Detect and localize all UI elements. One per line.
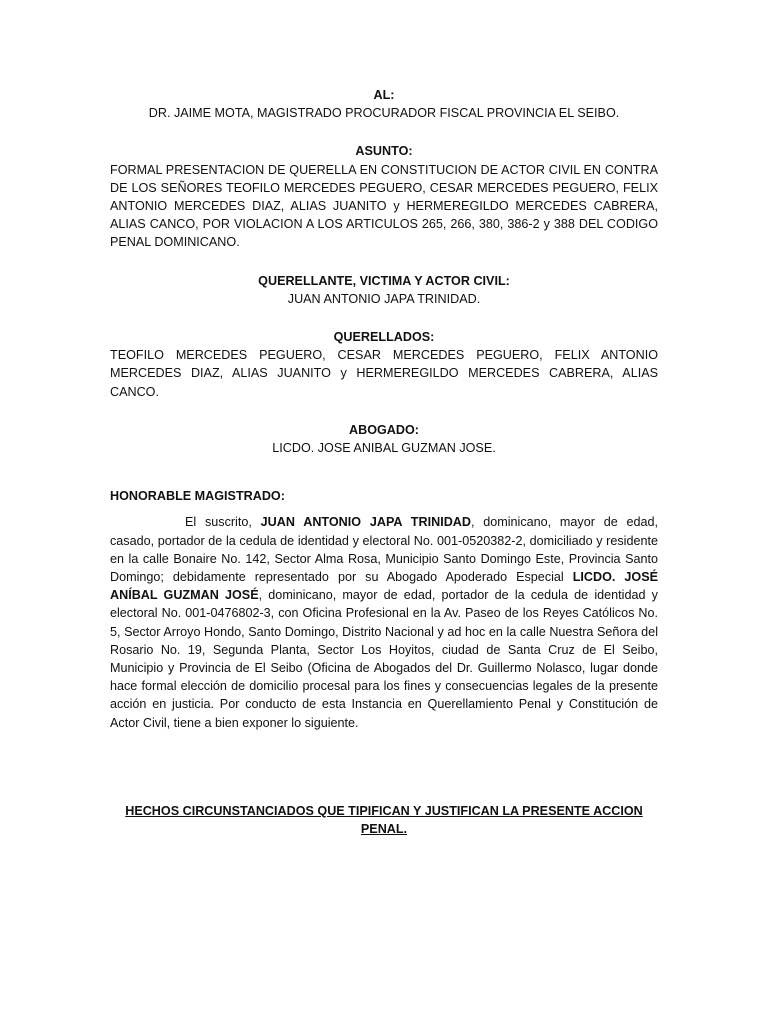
body-text-1: El suscrito, <box>185 515 261 530</box>
asunto-text: FORMAL PRESENTACION DE QUERELLA EN CONSTITUCION DE ACTOR CIVIL EN CONTRA DE LOS SEÑORES TEOFILO MERCEDES PEGUERO, CESAR MERCEDES PEGUERO, FELIX ANTONIO MERCEDES DIAZ, ALIAS JUANITO y HERMEREGILDO MERCEDES CABRERA, ALIAS CANCO, POR VIOLACION A LOS ARTICULOS 265, 266, 380, 386-2 y 388 DEL CODIGO PENAL DOMINICANO. <box>110 162 658 250</box>
querellados-text: TEOFILO MERCEDES PEGUERO, CESAR MERCEDES PEGUERO, FELIX ANTONIO MERCEDES DIAZ, ALIAS JUANITO y HERMEREGILDO MERCEDES CABRERA, ALIAS CANCO. <box>110 348 658 399</box>
abogado-name: LICDO. JOSE ANIBAL GUZMAN JOSE. <box>272 441 496 456</box>
salutation: HONORABLE MAGISTRADO: <box>110 489 285 504</box>
body-text-2: , dominicano, mayor de edad, casado, portador de la cedula de identidad y electoral No. 001-0520382-2, domiciliado y residente en la calle Bonaire No. 142, Sector Alma Rosa, Municipio Santo Domingo Este, Provincia Santo Domingo; debidamente representado por su Abogado Apoderado Especial <box>110 515 658 585</box>
querellante-heading: QUERELLANTE, VICTIMA Y ACTOR CIVIL: <box>258 273 510 288</box>
abogado-heading: ABOGADO: <box>349 422 419 437</box>
hechos-heading: HECHOS CIRCUNSTANCIADOS QUE TIPIFICAN Y JUSTIFICAN LA PRESENTE ACCION PENAL. <box>125 803 643 837</box>
al-heading: AL: <box>373 88 395 102</box>
al-recipient: DR. JAIME MOTA, MAGISTRADO PROCURADOR FISCAL PROVINCIA EL SEIBO. <box>148 106 620 121</box>
querellados-heading: QUERELLADOS: <box>333 330 435 345</box>
body-paragraph <box>110 513 658 731</box>
querellante-name-inline: JUAN ANTONIO JAPA TRINIDAD <box>260 515 471 530</box>
asunto-heading: ASUNTO: <box>355 144 413 159</box>
document-page <box>110 86 658 838</box>
abogado-name-inline: LICDO. JOSÉ ANÍBAL GUZMAN JOSÉ <box>110 570 658 603</box>
body-text-3: , dominicano, mayor de edad, portador de la cedula de identidad y electoral No. 001-0476802-3, con Oficina Profesional en la Av. Paseo de los Reyes Católicos No. 5, Sector Arroyo Hondo, Santo Domingo, Distrito Nacional y ad hoc en la calle Nuestra Señora del Rosario No. 19, Segunda Planta, Sector Los Hoyitos, ciudad de Santa Cruz de El Seibo, Municipio y Provincia de El Seibo (Oficina de Abogados del Dr. Guillermo Nolasco, lugar donde hace formal elección de domicilio procesal para los fines y consecuencias legales de la presente acción en justicia. Por conducto de esta Instancia en Querellamiento Penal y Constitución de Actor Civil, tiene a bien exponer lo siguiente. <box>110 588 658 730</box>
querellante-name: JUAN ANTONIO JAPA TRINIDAD. <box>287 291 481 306</box>
